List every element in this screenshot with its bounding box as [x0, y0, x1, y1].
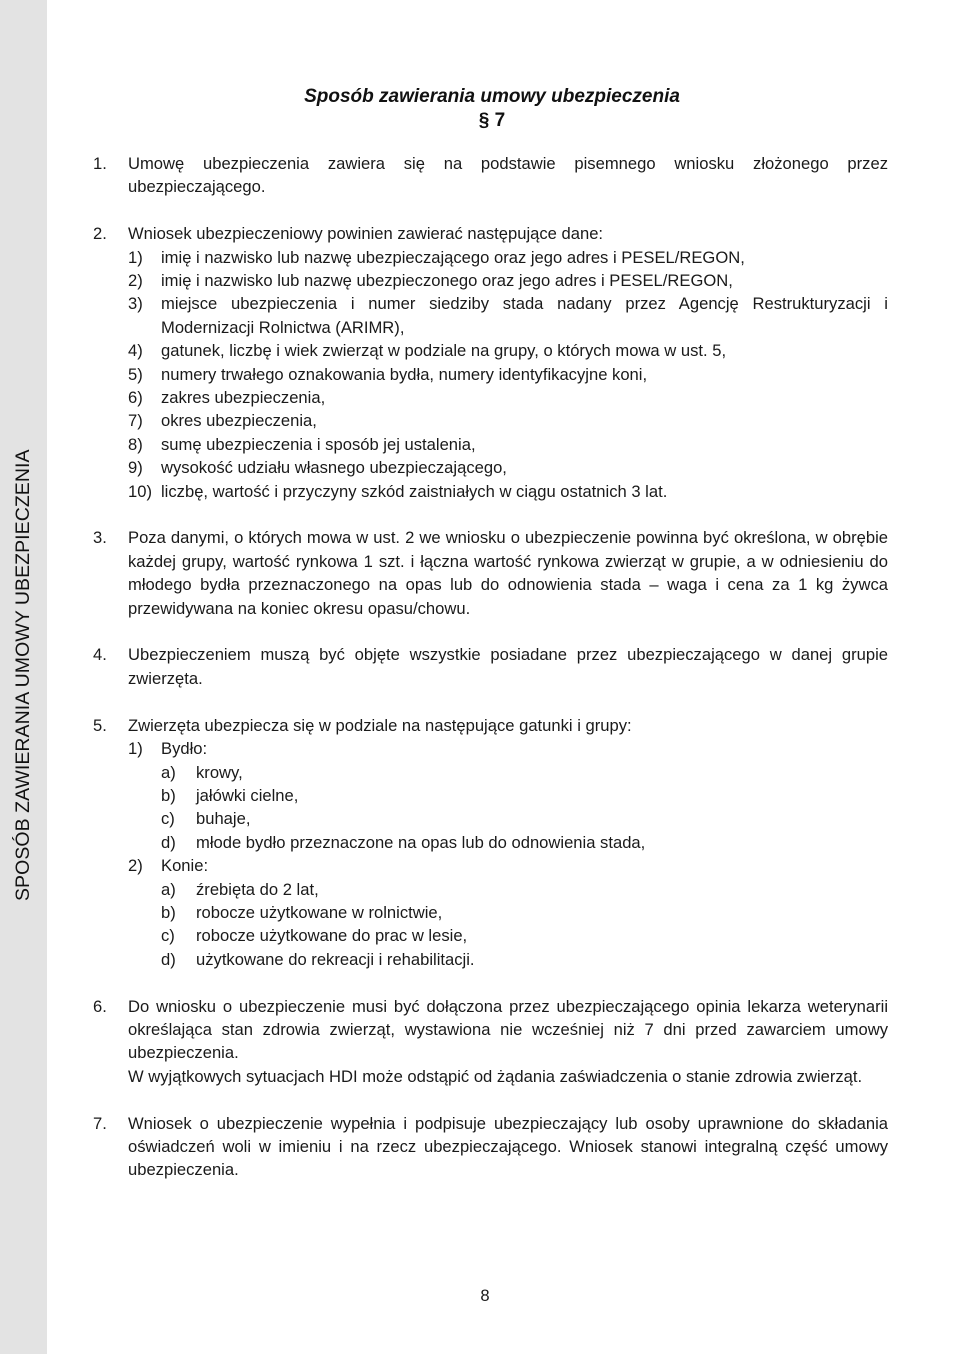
list-item: 2. Wniosek ubezpieczeniowy powinien zawierać następujące dane: 1) imię i nazwisko lub nazwę ubezpieczającego oraz jego adres i PESEL/REGON, 2) imię i nazwisko lub nazwę ubezpieczonego oraz jego adres i PESEL/REGON, 3) miejsce ubezpieczenia i numer siedziby stada nadany przez Agencję Restrukturyzacji i Modernizacji Rolnictwa (ARIMR), 4) gatunek, liczbę i wiek zwierząt w podziale na grupy, o których mowa w ust. 5, 5) numery trwałego oznakowania bydła, numery identyfikacyjne koni, 6) zakres ubezpieczenia, 7) okres ubezpieczenia, 8) sumę ubezpieczenia i sposób jej ustalenia, 9) wysokość udziału własnego ubezpieczającego, 10) liczbę, wartość i przyczyny szkód zaistniałych w ciągu ostatnich 3 lat. — [93, 222, 888, 503]
item-text: Poza danymi, o których mowa w ust. 2 we wniosku o ubezpieczenie powinna być określona, w obrębie każdej grupy, wartość rynkowa 1 szt. i łączna wartość rynkowa zwierząt w grupie, a w odniesieniu do młodego bydła przeznaczonego na opas lub do odnowienia stada – waga i cena za 1 kg żywca przewidywana na koniec okresu opasu/chowu. — [128, 528, 888, 618]
list-item: 1. Umowę ubezpieczenia zawiera się na podstawie pisemnego wniosku złożonego przez ubezpieczającego. — [93, 152, 888, 199]
sub-sub-item: d) młode bydło przeznaczone na opas lub do odnowienia stada, — [161, 832, 646, 852]
sub-item: 2) imię i nazwisko lub nazwę ubezpieczonego oraz jego adres i PESEL/REGON, — [128, 271, 733, 291]
sub-item: 4) gatunek, liczbę i wiek zwierząt w podziale na grupy, o których mowa w ust. 5, — [128, 341, 727, 361]
sub-sub-item: a) źrebięta do 2 lat, — [161, 879, 319, 899]
side-section-label: SPOSÓB ZAWIERANIA UMOWY UBEZPIECZENIA — [12, 449, 34, 901]
list-item: 7. Wniosek o ubezpieczenie wypełnia i podpisuje ubezpieczający lub osoby uprawnione do składania oświadczeń woli w imieniu i na rzecz ubezpieczającego. Wniosek stanowi integralną część umowy ubezpieczenia. — [93, 1112, 888, 1182]
list-item: 4. Ubezpieczeniem muszą być objęte wszystkie posiadane przez ubezpieczającego w danej grupie zwierzęta. — [93, 643, 888, 690]
item-extra-text: W wyjątkowych sytuacjach HDI może odstąpić od żądania zaświadczenia o stanie zdrowia zwierząt. — [128, 1066, 863, 1086]
item-text: Ubezpieczeniem muszą być objęte wszystkie posiadane przez ubezpieczającego w danej grupie zwierzęta. — [128, 645, 888, 688]
side-bar — [0, 0, 47, 1354]
paragraph-number: § 7 — [478, 110, 506, 131]
sub-item: 8) sumę ubezpieczenia i sposób jej ustalenia, — [128, 434, 476, 454]
sub-item: 1) imię i nazwisko lub nazwę ubezpieczającego oraz jego adres i PESEL/REGON, — [128, 247, 745, 267]
section-title: Sposób zawierania umowy ubezpieczenia — [304, 86, 680, 107]
sub-sub-item: b) robocze użytkowane w rolnictwie, — [161, 902, 443, 922]
sub-item: 5) numery trwałego oznakowania bydła, numery identyfikacyjne koni, — [128, 364, 648, 384]
item-text: Do wniosku o ubezpieczenie musi być dołączona przez ubezpieczającego opinia lekarza weterynarii określająca stan zdrowia zwierząt, wystawiona nie wcześniej niż 7 dni przed zawarciem umowy ubezpieczenia. — [128, 996, 888, 1063]
item-text: Wniosek ubezpieczeniowy powinien zawierać następujące dane: — [128, 224, 604, 244]
sub-sub-item: b) jałówki cielne, — [161, 785, 299, 805]
list-item: 6. Do wniosku o ubezpieczenie musi być dołączona przez ubezpieczającego opinia lekarza weterynarii określająca stan zdrowia zwierząt, wystawiona nie wcześniej niż 7 dni przed zawarciem umowy ubezpieczenia. W wyjątkowych sytuacjach HDI może odstąpić od żądania zaświadczenia o stanie zdrowia zwierząt. — [93, 995, 888, 1089]
sub-sub-item: a) krowy, — [161, 762, 243, 782]
sub-item: 10) liczbę, wartość i przyczyny szkód zaistniałych w ciągu ostatnich 3 lat. — [128, 481, 668, 501]
item-text: Wniosek o ubezpieczenie wypełnia i podpisuje ubezpieczający lub osoby uprawnione do składania oświadczeń woli w imieniu i na rzecz ubezpieczającego. Wniosek stanowi integralną część umowy ubezpieczenia. — [128, 1113, 888, 1180]
sub-item: 7) okres ubezpieczenia, — [128, 411, 317, 431]
sub-item: 9) wysokość udziału własnego ubezpieczającego, — [128, 458, 507, 478]
list-item: 5. Zwierzęta ubezpiecza się w podziale na następujące gatunki i grupy: 1) Bydło: a) krowy, b) jałówki cielne, c) buhaje, d) młode bydło przeznaczone na opas lub do odnowienia stada, 2) Konie: a) źrebięta do 2 lat, b) robocze użytkowane w rolnictwie, c) robocze użytkowane do prac w lesie, d) użytkowane do rekreacji i rehabilitacji. — [93, 714, 888, 971]
sub-sub-item: c) robocze użytkowane do prac w lesie, — [161, 926, 468, 946]
sub-item: 1) Bydło: — [128, 739, 208, 759]
list-item: 3. Poza danymi, o których mowa w ust. 2 we wniosku o ubezpieczenie powinna być określona, w obrębie każdej grupy, wartość rynkowa 1 szt. i łączna wartość rynkowa zwierząt w grupie, a w odniesieniu do młodego bydła przeznaczonego na opas lub do odnowienia stada – waga i cena za 1 kg żywca przewidywana na koniec okresu opasu/chowu. — [93, 526, 888, 620]
sub-sub-item: d) użytkowane do rekreacji i rehabilitacji. — [161, 949, 475, 969]
item-text: Zwierzęta ubezpiecza się w podziale na następujące gatunki i grupy: — [128, 715, 632, 735]
sub-item: 6) zakres ubezpieczenia, — [128, 388, 326, 408]
item-text: Umowę ubezpieczenia zawiera się na podstawie pisemnego wniosku złożonego przez ubezpieczającego. — [128, 154, 888, 197]
sub-item: 2) Konie: — [128, 856, 209, 876]
document-body — [93, 152, 888, 1182]
page-number: 8 — [480, 1286, 490, 1305]
sub-item: 3) miejsce ubezpieczenia i numer siedziby stada nadany przez Agencję Restrukturyzacji i Modernizacji Rolnictwa (ARIMR), — [128, 294, 888, 337]
sub-sub-item: c) buhaje, — [161, 809, 251, 829]
